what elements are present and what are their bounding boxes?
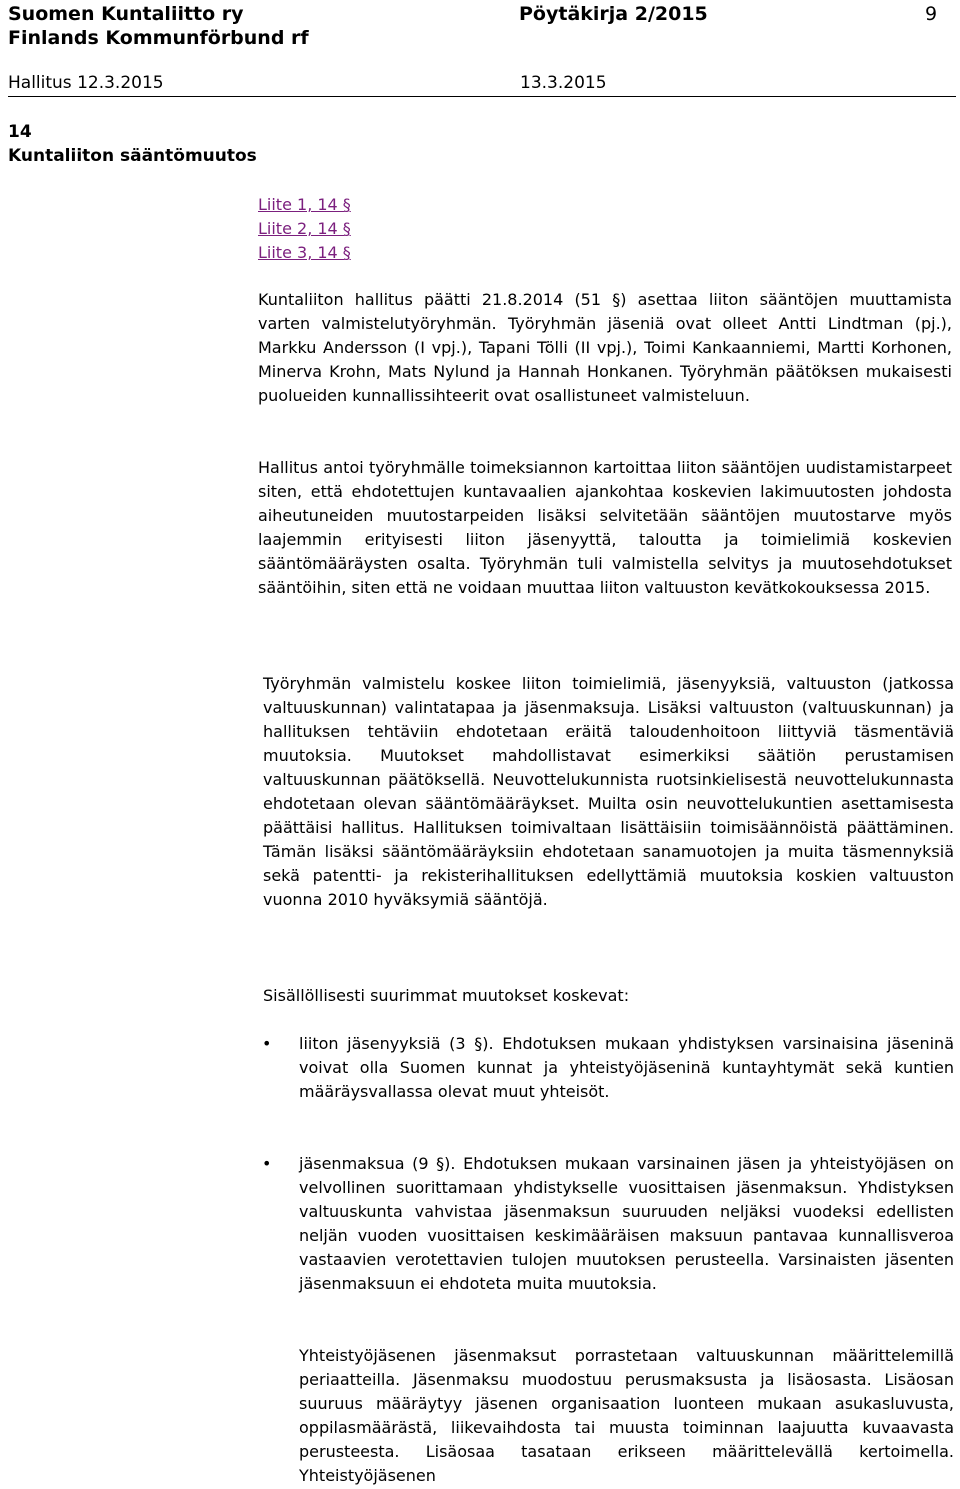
attachment-link-1[interactable]: Liite 1, 14 § <box>258 195 351 214</box>
paragraph-working-group: Kuntaliiton hallitus päätti 21.8.2014 (51 §) asettaa liiton sääntöjen muuttamista varten valmistelutyöryhmän. Työryhmän jäseniä ovat olleet Antti Lindtman (pj.), Markku Andersson (I vpj.), Tapani Tölli (II vpj.), Toimi Kankaanniemi, Martti Korhonen, Minerva Krohn, Mats Nylund ja Hannah Honkanen. Työryhmän päätöksen mukaisesti puolueiden kunnallissihteerit ovat osallistuneet valmisteluun. <box>258 290 952 405</box>
document-title: Pöytäkirja 2/2015 <box>519 3 708 25</box>
attachment-link-2[interactable]: Liite 2, 14 § <box>258 219 351 238</box>
section-title: Kuntaliiton sääntömuutos <box>8 146 257 166</box>
paragraph-mandate: Hallitus antoi työryhmälle toimeksiannon kartoittaa liiton sääntöjen uudistamistarpeet siten, että ehdotettujen kuntavaalien ajankohtaa koskevien lakimuutosten johdosta aiheutuneiden muutostarpeiden lisäksi selvitetään sääntöjen muutostarve myös laajemmin erityisesti liiton jäsenyyttä, taloutta ja toimielimiä koskevien sääntömääräysten osalta. Työryhmän tuli valmistella selvitys ja muutosehdotukset sääntöihin, siten että ne voidaan muuttaa liiton valtuuston kevätkokouksessa 2015. <box>258 458 952 597</box>
bullet-marker: • <box>262 1034 272 1053</box>
paragraph-preparation: Työryhmän valmistelu koskee liiton toimielimiä, jäsenyyksiä, valtuuston (jatkossa valtuuskunnan) valintatapaa ja jäsenmaksuja. Lisäksi valtuuston (valtuuskunnan) ja hallituksen tehtäviin ehdotetaan eräitä taloudenhoitoon liittyviä täsmentäviä muutoksia. Muutokset mahdollistavat esimerkiksi säätiön perustamisen valtuuskunnan päätöksellä. Neuvottelukunnista ruotsinkielisestä neuvottelukunnasta ehdotetaan olevan sääntömääräykset. Muilta osin neuvottelukuntien asettamisesta päättäisi hallitus. Hallituksen toimivaltaan lisättäisiin toimisäännöistä päättäminen. Tämän lisäksi sääntömääräyksiin ehdotetaan sanamuotojen ja muita täsmennyksiä sekä patentti- ja rekisterihallituksen edellyttämiä muutoksia koskien valtuuston vuonna 2010 hyväksymiä sääntöjä. <box>263 674 954 909</box>
organization-name-fi: Suomen Kuntaliitto ry <box>8 3 244 25</box>
bullet-marker: • <box>262 1154 272 1173</box>
page-number: 9 <box>925 3 938 25</box>
organization-name-sv: Finlands Kommunförbund rf <box>8 27 309 49</box>
paragraph-main-changes-intro: Sisällöllisesti suurimmat muutokset koskevat: <box>263 986 630 1005</box>
bullet-item-membership: liiton jäsenyyksiä (3 §). Ehdotuksen mukaan yhdistyksen varsinaisina jäseninä voivat olla Suomen kunnat ja yhteistyöjäseninä kuntayhtymät sekä kuntien määräysvallassa olevat muut yhteisöt. <box>299 1034 954 1101</box>
attachment-link-3[interactable]: Liite 3, 14 § <box>258 243 351 262</box>
bullet-item-membership-fee-continued: Yhteistyöjäsenen jäsenmaksut porrastetaan valtuuskunnan määrittelemillä periaatteilla. Jäsenmaksu muodostuu perusmaksusta ja lisäosasta. Lisäosan suuruus määräytyy jäsenen organisaation luonteen mukaan asukasluvusta, oppilasmäärästä, liikevaihdosta tai muusta toiminnan laajuutta kuvaavasta perusteesta. Lisäosaa tasataan erikseen määrittelevällä kertoimella. Yhteistyöjäsenen <box>299 1346 954 1485</box>
section-number: 14 <box>8 122 32 142</box>
minutes-date: 13.3.2015 <box>520 73 607 93</box>
meeting-name: Hallitus 12.3.2015 <box>8 73 164 93</box>
header-divider <box>8 96 956 97</box>
bullet-item-membership-fee: jäsenmaksua (9 §). Ehdotuksen mukaan varsinainen jäsen ja yhteistyöjäsen on velvollinen suorittamaan yhdistykselle vuosittaisen jäsenmaksun. Yhdistyksen valtuuskunta vahvistaa jäsenmaksun suuruuden neljäksi vuodeksi edellisten neljän vuoden vuosittaisen keskimääräisen maksuun pantavaa kunnallisveroa vastaavien verotettavien tulojen muutoksen perusteella. Varsinaisten jäsenten jäsenmaksuun ei ehdoteta muita muutoksia. <box>299 1154 954 1293</box>
